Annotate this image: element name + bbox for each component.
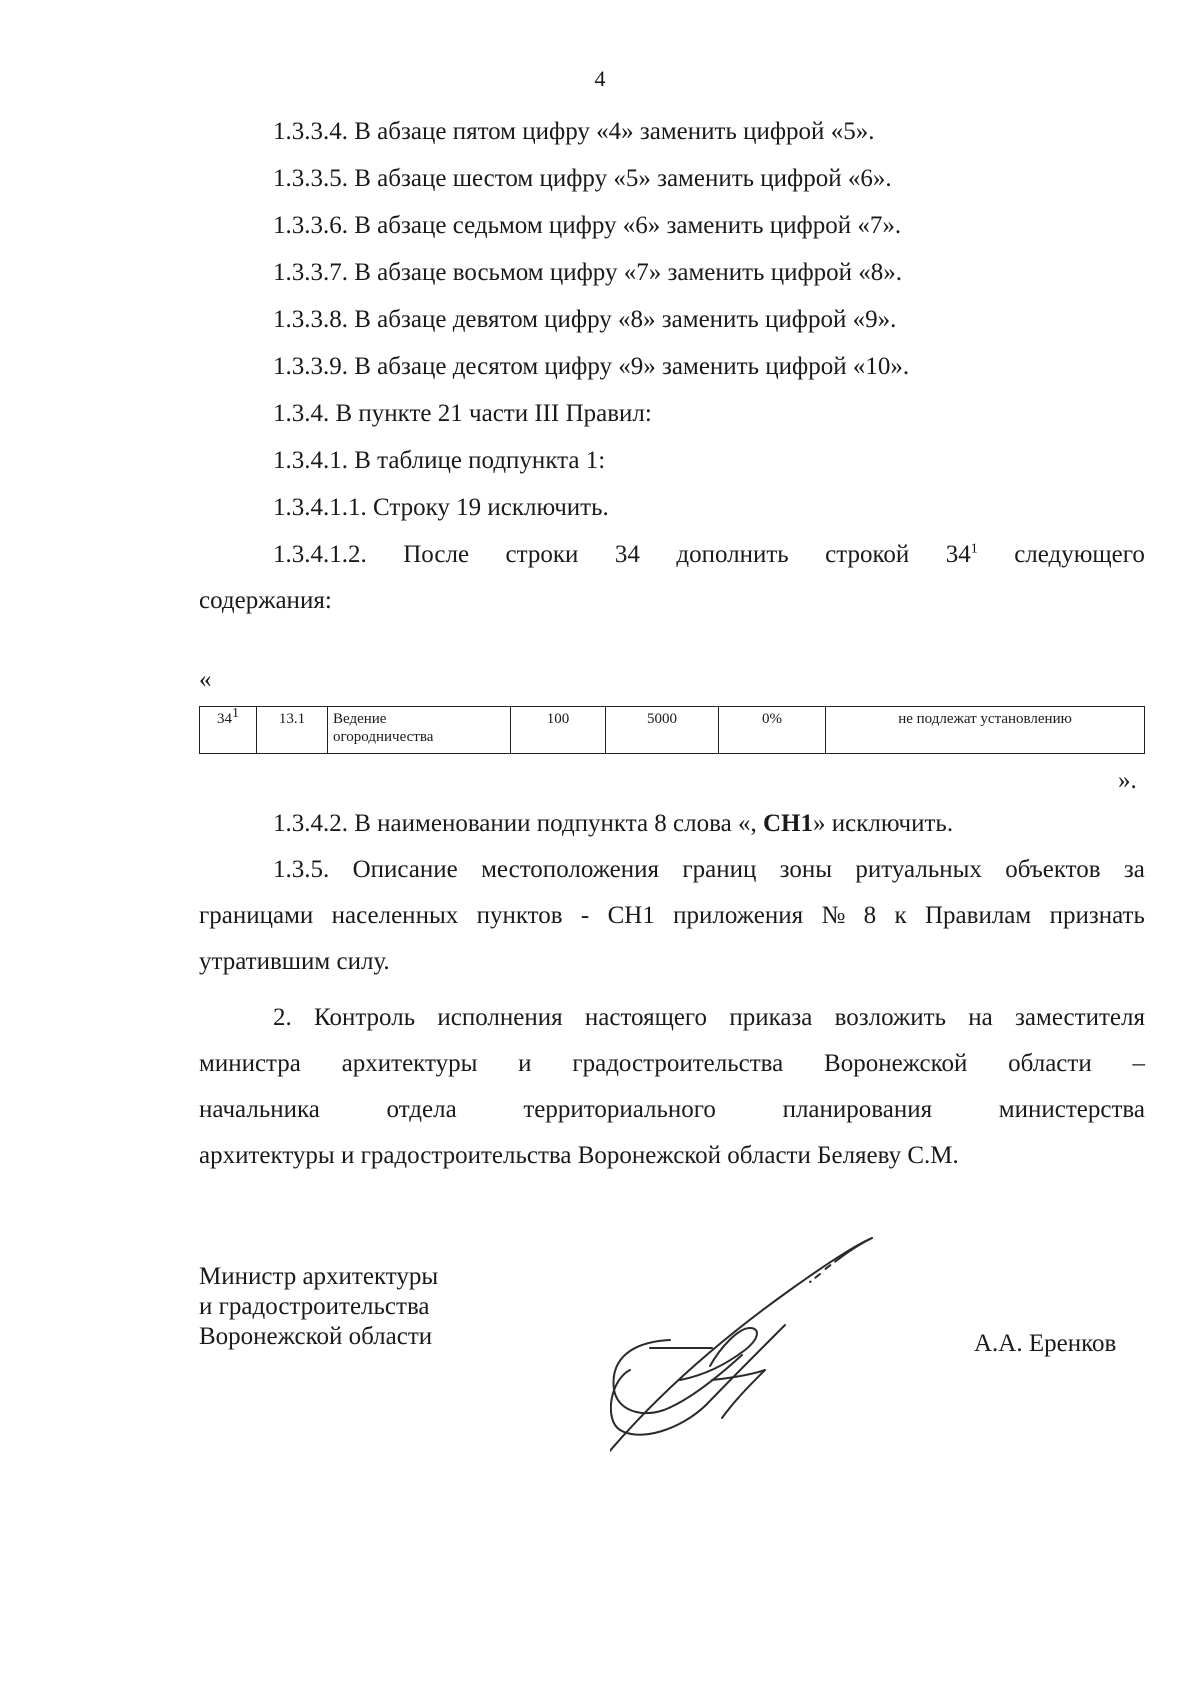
superscript: 1 (970, 541, 978, 557)
paragraph-1-3-4-1: 1.3.4.1. В таблице подпункта 1: (273, 447, 606, 474)
word: области (1008, 1050, 1092, 1077)
word: Описание (352, 856, 458, 883)
page-number: 4 (594, 66, 606, 91)
word: населенных (331, 902, 459, 929)
paragraph-1-3-3-6: 1.3.3.6. В абзаце седьмом цифру «6» заменить цифрой «7». (273, 212, 902, 239)
word: министра (199, 1050, 301, 1077)
word: СН1 (607, 902, 655, 929)
word: на (968, 1004, 993, 1031)
word: заместителя (1015, 1004, 1145, 1031)
word: начальника (199, 1096, 320, 1123)
word: за (1123, 856, 1145, 883)
word: исполнения (437, 1004, 563, 1031)
word: отдела (386, 1096, 457, 1123)
word: зоны (779, 856, 833, 883)
word: следующего (1014, 541, 1145, 568)
paragraph-2-line3 (199, 1096, 1145, 1124)
paragraph-1-3-4-1-2-line2: содержания: (199, 587, 332, 614)
cell-code: 13.1 (257, 707, 328, 754)
word: - (580, 902, 590, 929)
paragraph-2-line1 (199, 1004, 1145, 1032)
word: Воронежской (824, 1050, 968, 1077)
word: – (1132, 1050, 1145, 1077)
word: границами (199, 902, 314, 929)
word: дополнить (676, 541, 789, 568)
word: приложения (673, 902, 804, 929)
word: министерства (998, 1096, 1145, 1123)
paragraph-1-3-4-1-1: 1.3.4.1.1. Строку 19 исключить. (273, 494, 609, 521)
cell-min: 100 (511, 707, 606, 754)
word: пунктов (476, 902, 563, 929)
cell-note: не подлежат установлению (826, 707, 1145, 754)
paragraph-2-line4: архитектуры и градостроительства Воронежской области Беляеву С.М. (199, 1142, 959, 1169)
word: границ (682, 856, 757, 883)
paragraph-1-3-3-8: 1.3.3.8. В абзаце девятом цифру «8» заменить цифрой «9». (273, 306, 897, 333)
handwritten-signature-icon (610, 1230, 950, 1470)
paragraph-1-3-3-5: 1.3.3.5. В абзаце шестом цифру «5» заменить цифрой «6». (273, 165, 892, 192)
word: Правилам (924, 902, 1032, 929)
word: 1.3.5. (273, 856, 330, 883)
word: 2. (273, 1004, 292, 1031)
word: приказа (729, 1004, 813, 1031)
paragraph-1-3-4: 1.3.4. В пункте 21 части III Правил: (273, 400, 652, 427)
paragraph-1-3-3-4: 1.3.3.4. В абзаце пятом цифру «4» заменить цифрой «5». (273, 118, 875, 145)
quote-close: ». (1118, 767, 1137, 794)
bold-term: СН1 (762, 810, 813, 837)
word: градостроительства (572, 1050, 784, 1077)
signatory-title: Министр архитектуры и градостроительства Воронежской области (199, 1263, 439, 1350)
paragraph-1-3-5-line2 (199, 902, 1145, 930)
paragraph-1-3-3-7: 1.3.3.7. В абзаце восьмом цифру «7» заменить цифрой «8». (273, 259, 903, 286)
word: объектов (1005, 856, 1101, 883)
word: № (821, 902, 846, 929)
paragraph-1-3-3-9: 1.3.3.9. В абзаце десятом цифру «9» заменить цифрой «10». (273, 353, 910, 380)
word: и (518, 1050, 532, 1077)
word: 34 (614, 541, 640, 568)
word: Контроль (314, 1004, 416, 1031)
quote-open: « (199, 666, 212, 693)
paragraph-1-3-5-line1 (199, 856, 1145, 884)
word: 8 (863, 902, 877, 929)
word: ритуальных (855, 856, 982, 883)
word: После (403, 541, 470, 568)
word: строкой (825, 541, 910, 568)
word: признать (1049, 902, 1145, 929)
paragraph-1-3-4-1-2-line1 (199, 541, 1145, 569)
cell-percent: 0% (719, 707, 826, 754)
superscript: 1 (232, 706, 239, 721)
word: строки (505, 541, 579, 568)
cell-max: 5000 (606, 707, 719, 754)
word: архитектуры (341, 1050, 478, 1077)
cell-number: $34^1$ (200, 707, 257, 754)
word: местоположения (481, 856, 660, 883)
paragraph-1-3-4-2: 1.3.4.2. В наименовании подпункта 8 слова «, СН1» исключить. (273, 810, 954, 837)
word: возложить (834, 1004, 947, 1031)
paragraph-1-3-4-1-2 (199, 541, 1145, 569)
word: 1.3.4.1.2. (273, 541, 367, 568)
word: к (894, 902, 907, 929)
signatory-name: А.А. Еренков (974, 1330, 1117, 1357)
inserted-row-table (199, 706, 1145, 754)
table-row (200, 707, 1145, 754)
word: настоящего (584, 1004, 708, 1031)
cell-name: Ведение огородничества (328, 707, 511, 754)
word-with-superscript: $34^1$ (945, 541, 978, 568)
word: планирования (782, 1096, 933, 1123)
paragraph-2-line2 (199, 1050, 1145, 1078)
paragraph-1-3-5-line3: утратившим силу. (199, 948, 390, 975)
word: территориального (523, 1096, 716, 1123)
